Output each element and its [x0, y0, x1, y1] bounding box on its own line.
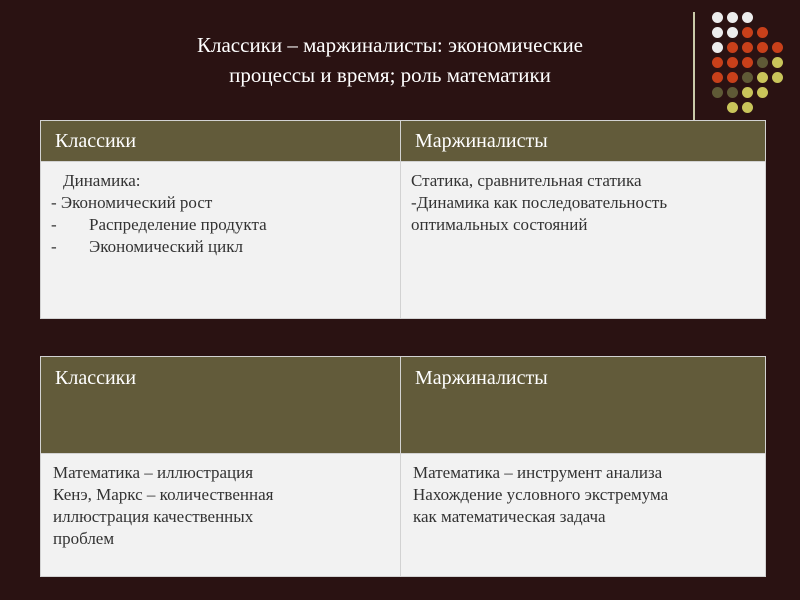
decorative-dot: [757, 57, 768, 68]
list-item-text: Экономический цикл: [89, 237, 243, 256]
decorative-dot: [772, 72, 783, 83]
decorative-dot: [727, 42, 738, 53]
decorative-dot: [712, 12, 723, 23]
list-item-text: Распределение продукта: [89, 215, 267, 234]
list-item: - Экономический цикл: [51, 237, 243, 256]
decorative-dot: [742, 57, 753, 68]
decorative-dot: [757, 72, 768, 83]
decorative-dot-grid: [712, 12, 782, 122]
table-cell-marginalists: [401, 162, 766, 319]
decorative-dot: [727, 87, 738, 98]
decorative-dot: [757, 42, 768, 53]
table-cell-marginalists: [401, 454, 766, 577]
decorative-dot: [727, 57, 738, 68]
cell-line: Математика – инструмент анализа: [413, 463, 663, 482]
column-header-marginalists: Маржиналисты: [401, 121, 766, 162]
decorative-dot: [742, 12, 753, 23]
decorative-dot: [727, 102, 738, 113]
cell-heading: Динамика:: [63, 171, 141, 190]
cell-line: Статика, сравнительная статика: [411, 171, 642, 190]
cell-line: Математика – иллюстрация: [53, 463, 254, 482]
table-cell-classics: [41, 162, 401, 319]
column-header-marginalists: Маржиналисты: [401, 357, 766, 454]
cell-line: как математическая задача: [413, 507, 606, 526]
slide-title: [110, 30, 670, 90]
cell-line: проблем: [53, 529, 115, 548]
cell-line: оптимальных состояний: [411, 215, 588, 234]
table-header-row: [41, 121, 766, 162]
decorative-dot: [772, 42, 783, 53]
cell-line: -Динамика как последовательность: [411, 193, 668, 212]
comparison-table-mathematics: [40, 356, 766, 577]
decorative-dot: [742, 27, 753, 38]
column-header-classics: Классики: [41, 121, 401, 162]
decorative-dot: [742, 102, 753, 113]
decorative-dot: [712, 57, 723, 68]
decorative-dot: [742, 42, 753, 53]
decorative-vertical-rule: [693, 12, 695, 120]
decorative-dot: [757, 87, 768, 98]
list-item: - Распределение продукта: [51, 215, 267, 234]
column-header-classics: Классики: [41, 357, 401, 454]
decorative-dot: [712, 27, 723, 38]
table-row: [41, 162, 766, 319]
cell-line: Кенэ, Маркс – количественная: [53, 485, 274, 504]
decorative-dot: [742, 87, 753, 98]
cell-line: иллюстрация качественных: [53, 507, 254, 526]
decorative-dot: [727, 12, 738, 23]
decorative-dot: [742, 72, 753, 83]
decorative-dot: [712, 87, 723, 98]
cell-line: Нахождение условного экстремума: [413, 485, 669, 504]
decorative-dot: [772, 57, 783, 68]
table-header-row: [41, 357, 766, 454]
decorative-dot: [712, 42, 723, 53]
decorative-dot: [712, 72, 723, 83]
slide-title-line-1: Классики – маржиналисты: экономические: [197, 33, 583, 57]
table-cell-classics: [41, 454, 401, 577]
table-row: [41, 454, 766, 577]
slide-title-line-2: процессы и время; роль математики: [229, 63, 551, 87]
decorative-dot: [727, 27, 738, 38]
cell-line: - Экономический рост: [51, 193, 213, 212]
decorative-dot: [727, 72, 738, 83]
comparison-table-dynamics: [40, 120, 766, 319]
decorative-dot: [757, 27, 768, 38]
